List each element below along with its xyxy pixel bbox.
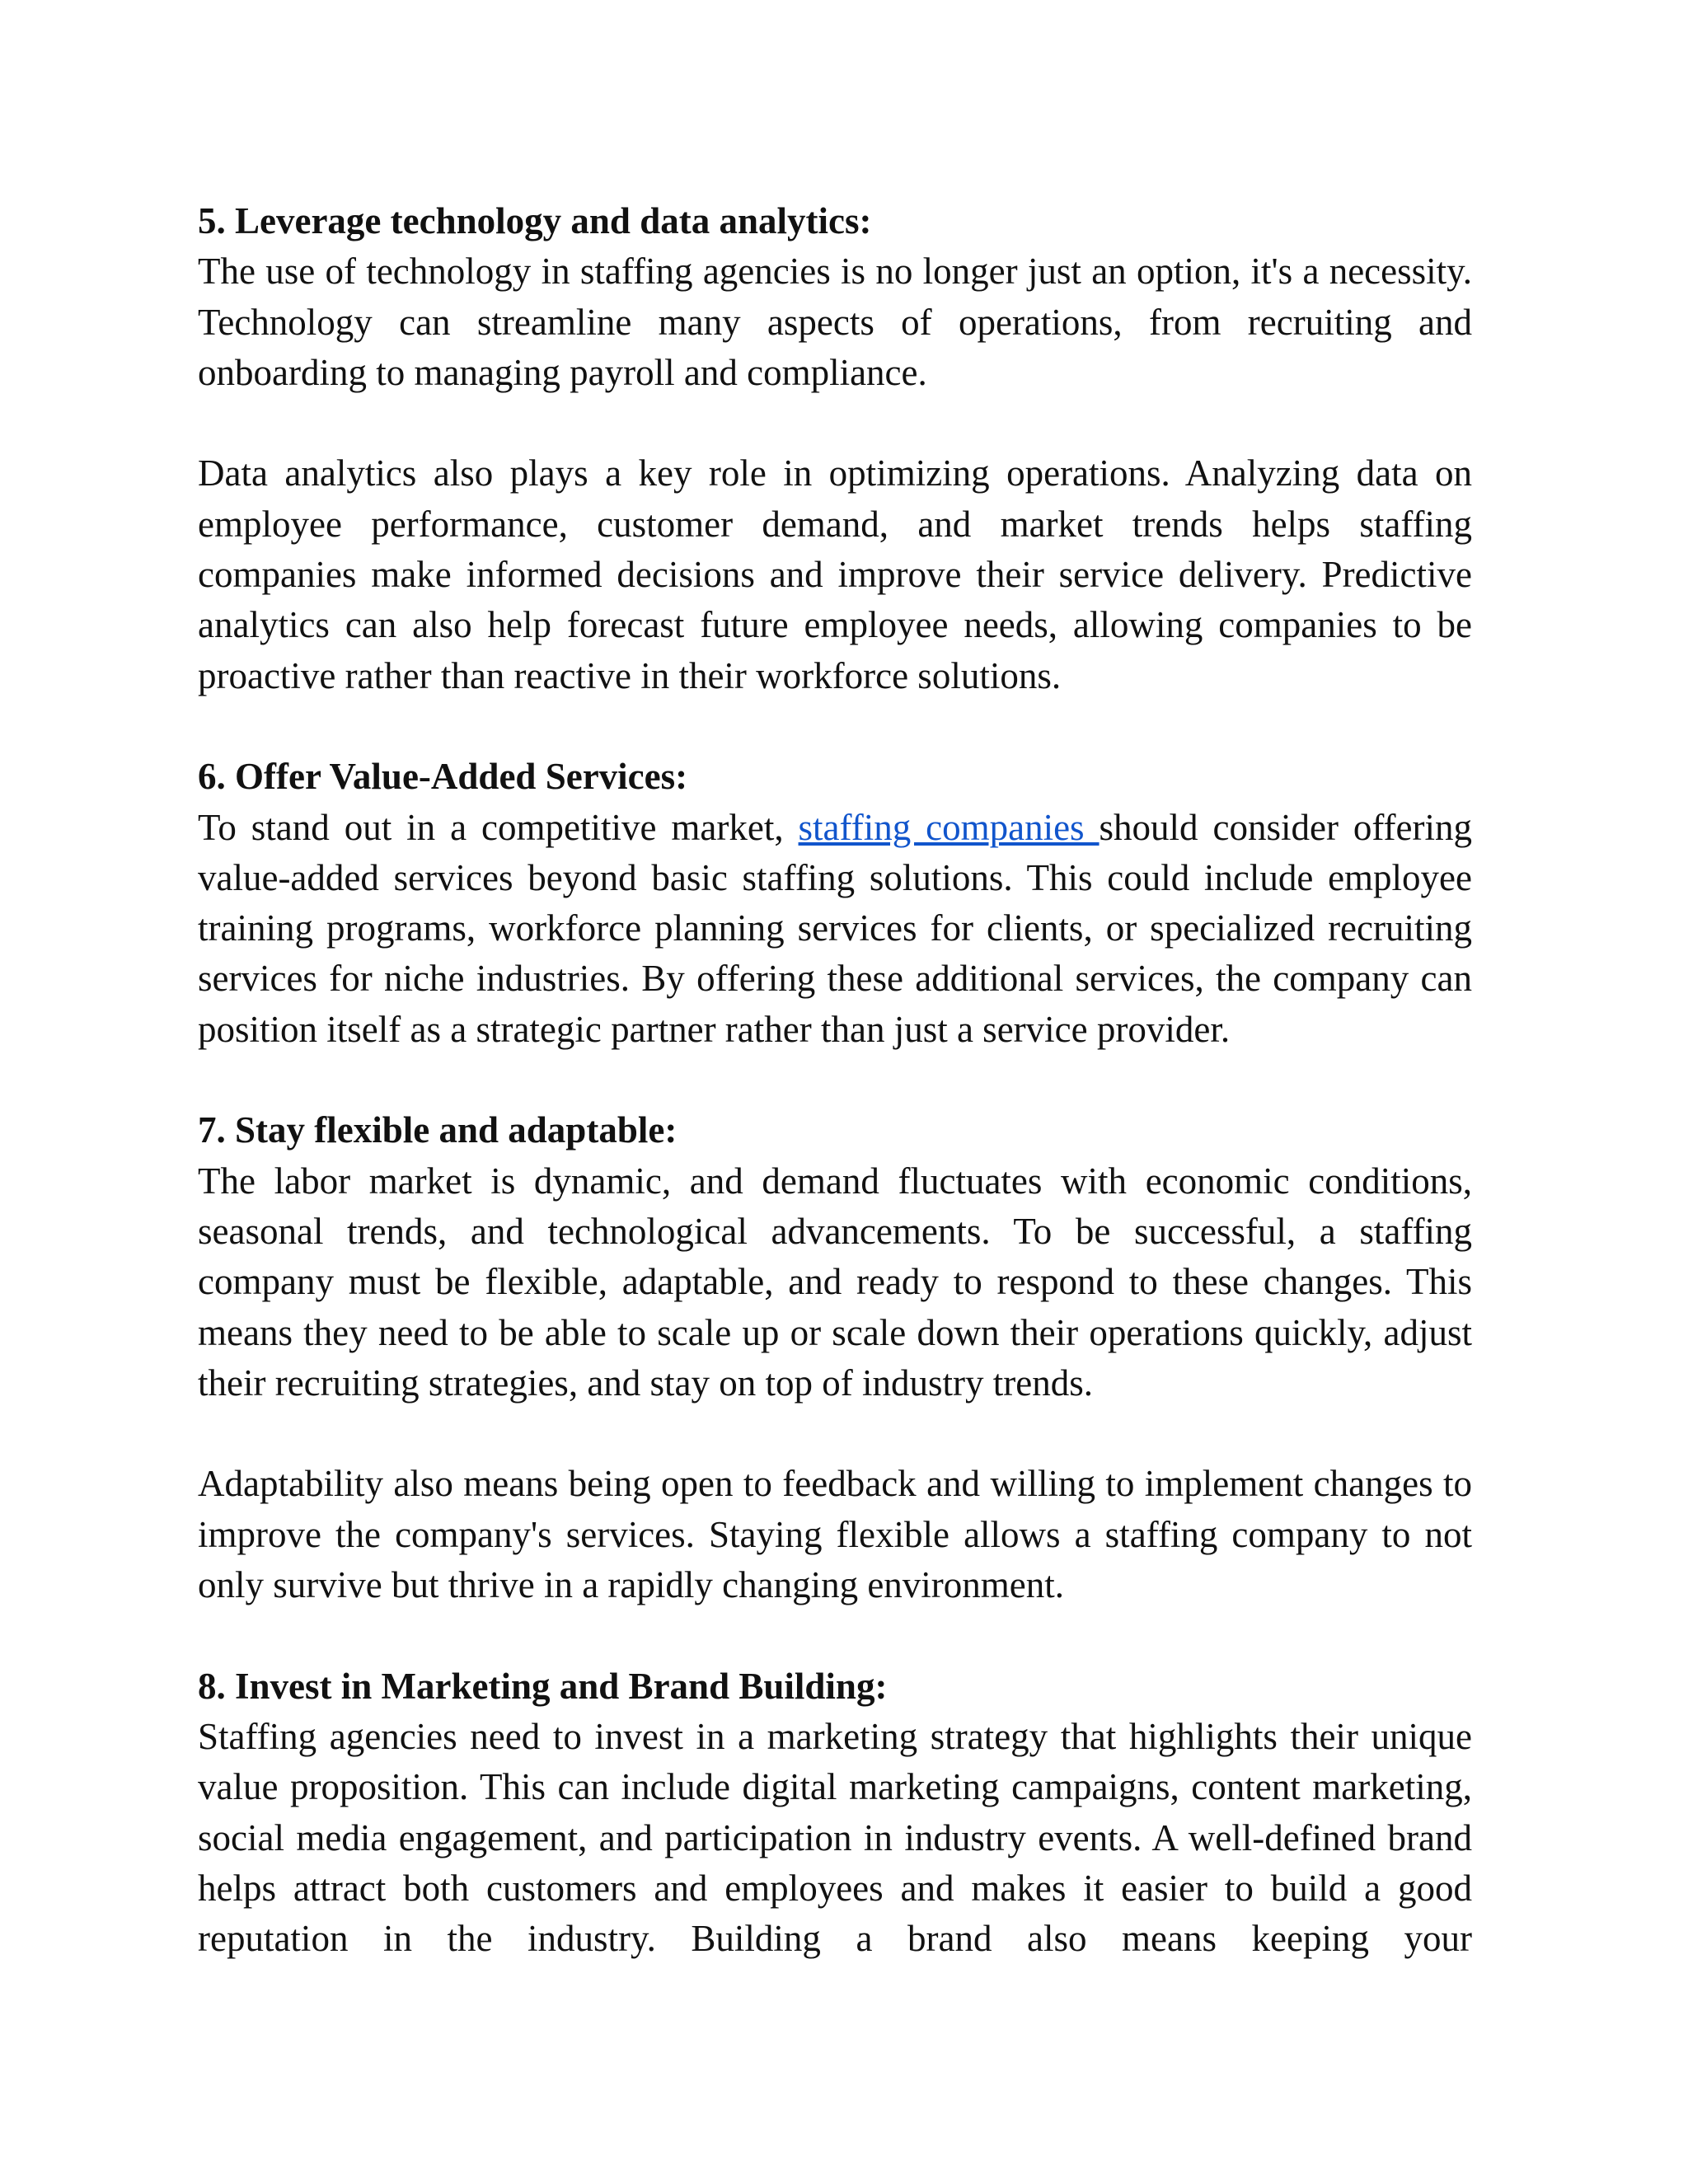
- section-heading: 5. Leverage technology and data analytics:: [198, 200, 872, 241]
- section-heading: 6. Offer Value-Added Services:: [198, 756, 688, 798]
- paragraph: Data analytics also plays a key role in optimizing operations. Analyzing data on employee performance, customer demand, and market trends helps staffing companies make informed decisions and improve their service delivery. Predictive analytics can also help forecast future employee needs, allowing companies to be proactive rather than reactive in their workforce solutions.: [198, 452, 1472, 696]
- paragraph: [198, 803, 1472, 1055]
- section-flexible-adaptable: [198, 1105, 1472, 1610]
- section-spacer: [198, 1055, 1472, 1105]
- paragraph: The labor market is dynamic, and demand fluctuates with economic conditions, seasonal trends, and technological advancements. To be successful, a staffing company must be flexible, adaptable, and ready to respond to these changes. This means they need to be able to scale up or scale down their operations quickly, adjust their recruiting strategies, and stay on top of industry trends.: [198, 1160, 1472, 1404]
- paragraph-text-after-link: should consider offering value-added services beyond basic staffing solutions. This could include employee training programs, workforce planning services for clients, or specialized recruiting services for niche industries. By offering these additional services, the company can position itself as a strategic partner rather than just a service provider.: [198, 806, 1472, 1050]
- section-leverage-technology: [198, 196, 1472, 701]
- paragraph-text-before-link: To stand out in a competitive market,: [198, 806, 799, 848]
- paragraph-spacer: [198, 398, 1472, 448]
- section-marketing-brand: [198, 1661, 1472, 1965]
- paragraph-spacer: [198, 1408, 1472, 1459]
- document-page: [198, 196, 1472, 1964]
- paragraph: Staffing agencies need to invest in a marketing strategy that highlights their unique value proposition. This can include digital marketing campaigns, content marketing, social media engagement, and participation in industry events. A well-defined brand helps attract both customers and employees and makes it easier to build a good reputation in the industry. Building a brand also means keeping your: [198, 1715, 1472, 1960]
- paragraph: Adaptability also means being open to feedback and willing to implement changes to improve the company's services. Staying flexible allows a staffing company to not only survive but thrive in a rapidly changing environment.: [198, 1463, 1472, 1606]
- section-spacer: [198, 1610, 1472, 1661]
- section-heading: 8. Invest in Marketing and Brand Building:: [198, 1665, 888, 1707]
- staffing-companies-link[interactable]: staffing companies: [798, 806, 1100, 848]
- section-value-added-services: [198, 752, 1472, 1055]
- section-spacer: [198, 701, 1472, 752]
- section-heading: 7. Stay flexible and adaptable:: [198, 1109, 678, 1151]
- paragraph: The use of technology in staffing agencies is no longer just an option, it's a necessity. Technology can streamline many aspects of operations, from recruiting and onboarding to managing payroll and compliance.: [198, 251, 1472, 393]
